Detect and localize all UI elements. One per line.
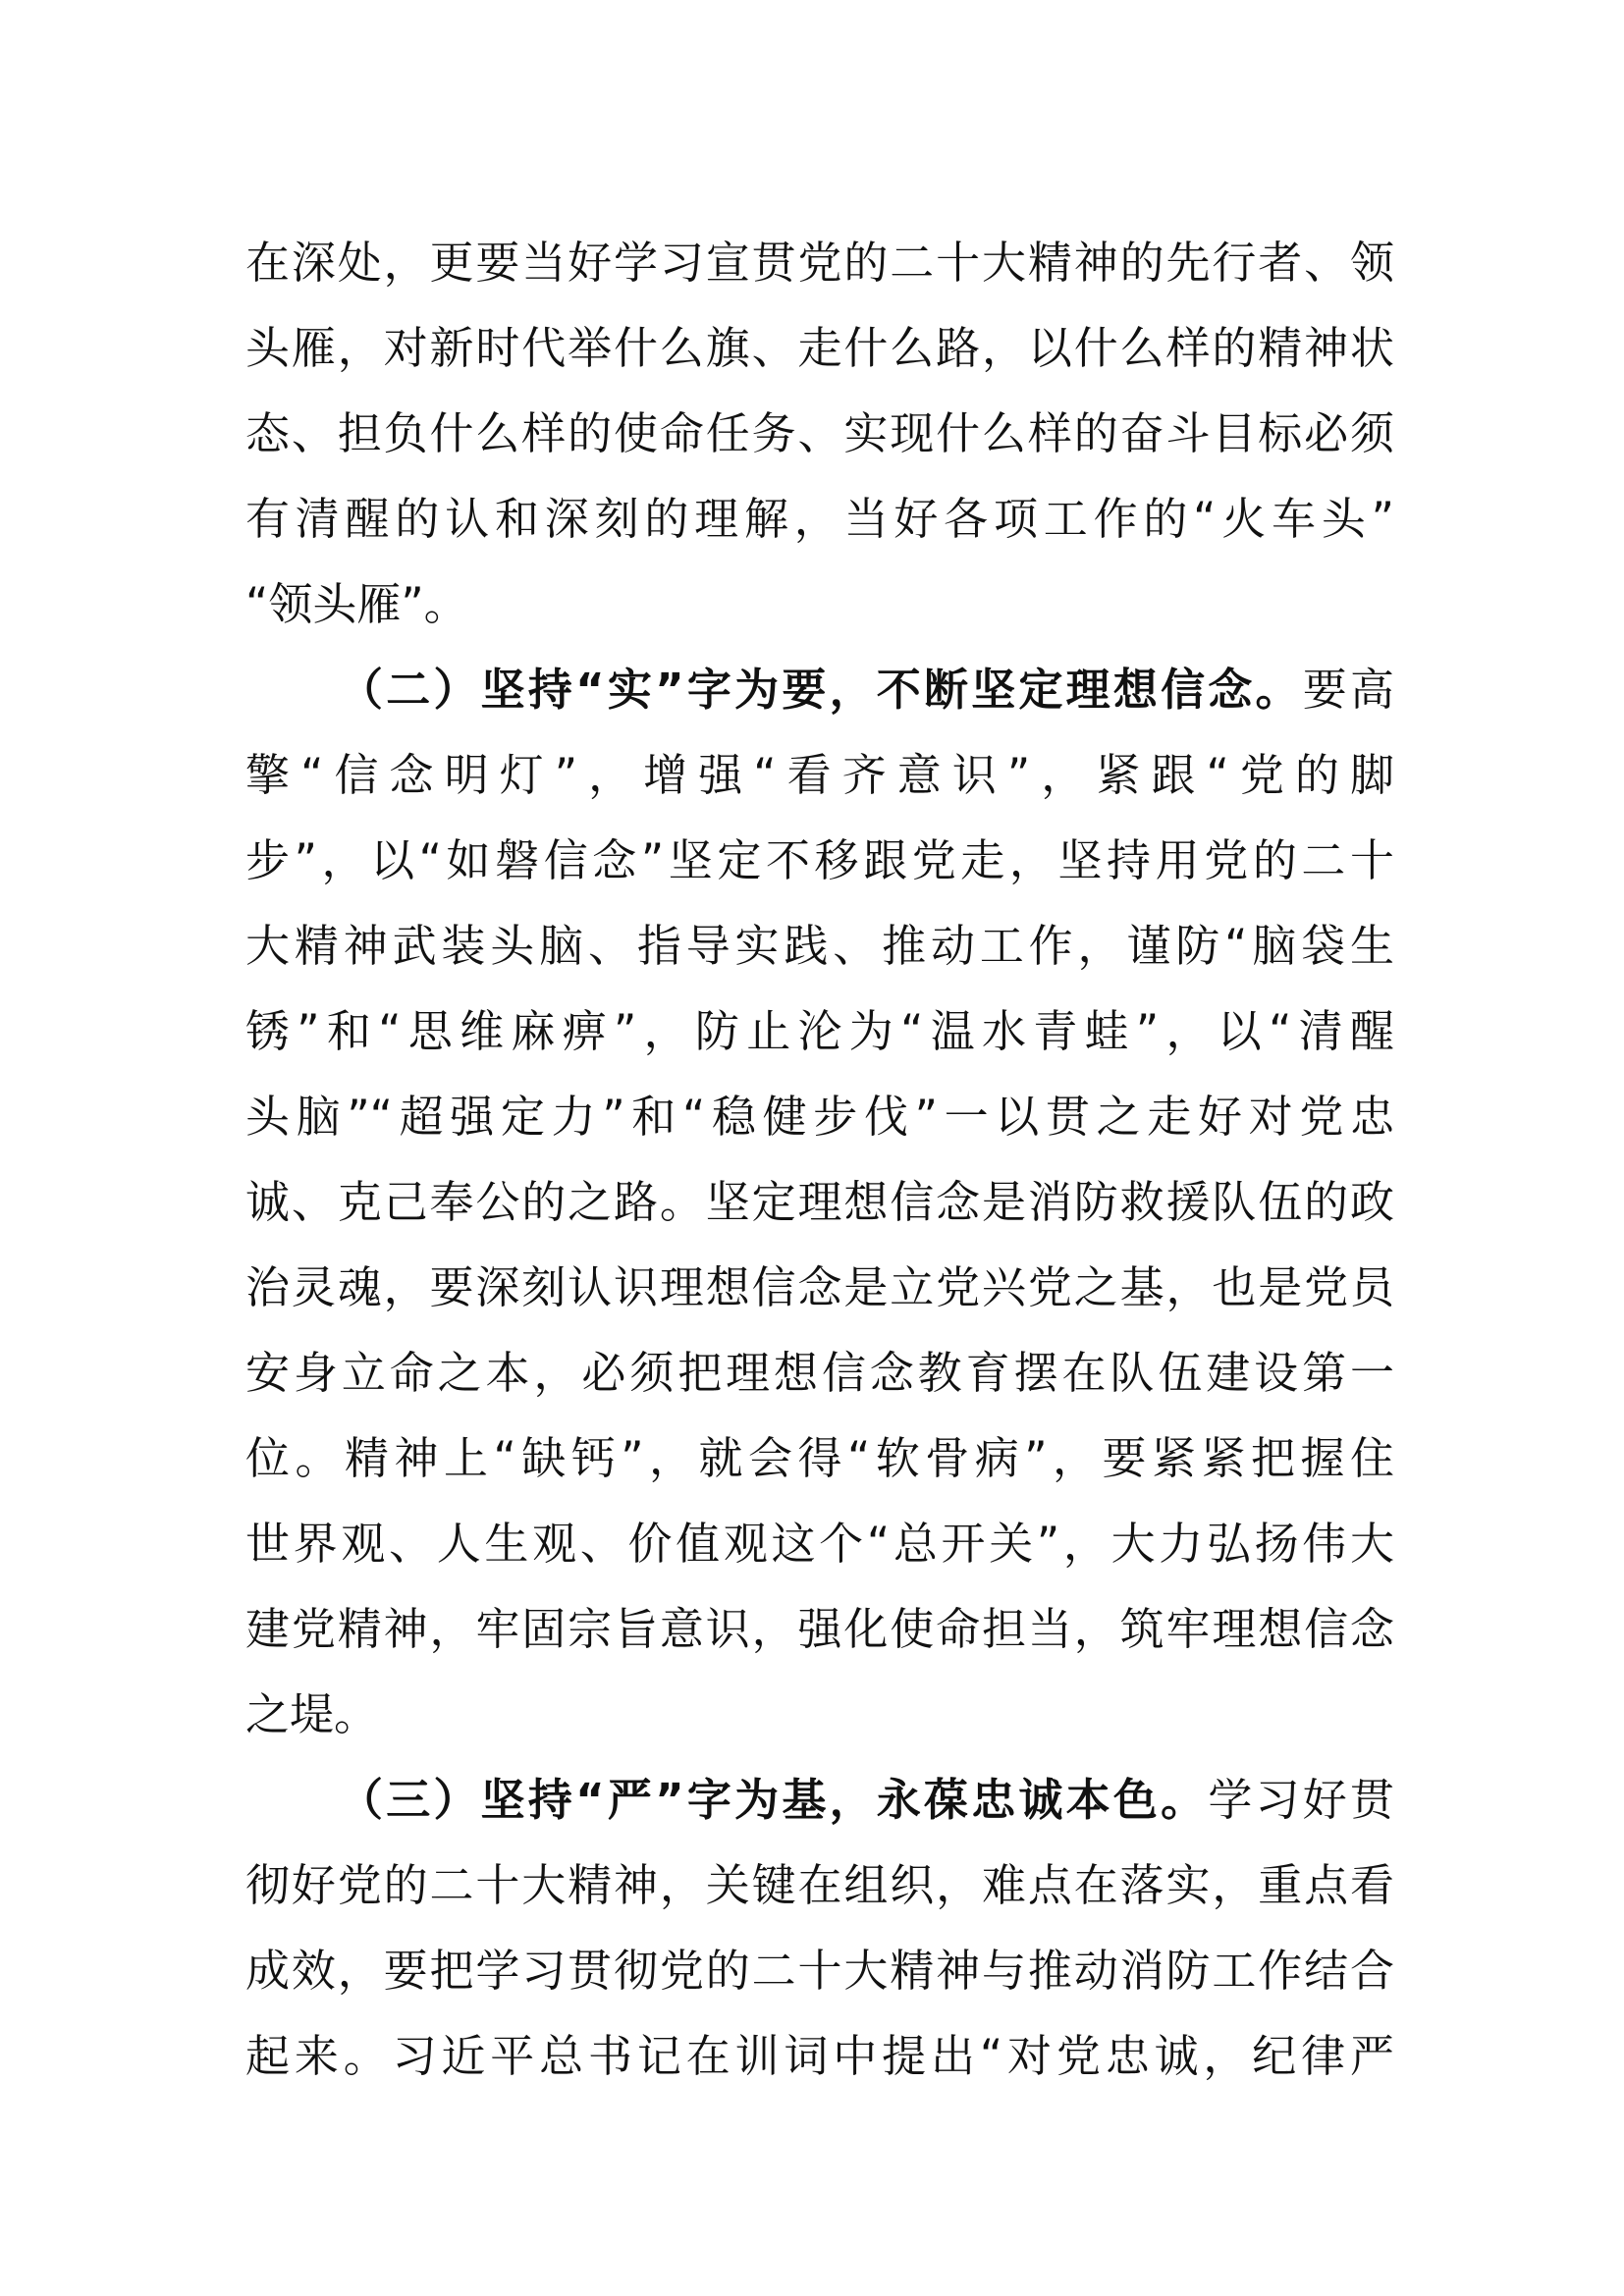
body-line: 大精神武装头脑、指导实践、推动工作，谨防“脑袋生 [245,920,1394,972]
section-3-first-line [339,1771,1394,1830]
body-line: 头雁，对新时代举什么旗、走什么路，以什么样的精神状 [245,322,1394,374]
section-3-heading: （三）坚持“严”字为基，永葆忠诚本色。 [339,1774,1209,1826]
section-2-heading: （二）坚持“实”字为要，不断坚定理想信念。 [339,664,1303,716]
body-line: 之堤。 [245,1688,379,1740]
body-line: 治灵魂，要深刻认识理想信念是立党兴党之基，也是党员 [245,1261,1394,1313]
body-line: 态、担负什么样的使命任务、实现什么样的奋斗目标必须 [245,407,1394,459]
body-line: 位。精神上“缺钙”，就会得“软骨病”，要紧紧把握住 [245,1432,1394,1484]
section-2-first-line [339,661,1394,720]
body-line: 步”，以“如磐信念”坚定不移跟党走，坚持用党的二十 [245,834,1394,886]
body-line: 有清醒的认和深刻的理解，当好各项工作的“火车头” [245,493,1394,545]
body-line: “领头雁”。 [245,578,468,630]
body-line: 世界观、人生观、价值观这个“总开关”，大力弘扬伟大 [245,1518,1394,1570]
body-line: 在深处，更要当好学习宣贯党的二十大精神的先行者、领 [245,237,1394,289]
body-line: 头脑”“超强定力”和“稳健步伐”一以贯之走好对党忠 [245,1091,1394,1143]
body-line: 擎“信念明灯”，增强“看齐意识”，紧跟“党的脚 [245,749,1394,801]
body-line: 安身立命之本，必须把理想信念教育摆在队伍建设第一 [245,1347,1394,1399]
section-3-lead-text: 学习好贯 [1208,1774,1394,1826]
body-line: 成效，要把学习贯彻党的二十大精神与推动消防工作结合 [245,1945,1394,1997]
body-line: 彻好党的二十大精神，关键在组织，难点在落实，重点看 [245,1859,1394,1911]
body-line: 起来。习近平总书记在训词中提出“对党忠诚，纪律严 [245,2030,1394,2082]
body-line: 诚、克己奉公的之路。坚定理想信念是消防救援队伍的政 [245,1176,1394,1228]
section-2-lead-text: 要高 [1302,664,1394,716]
body-line: 建党精神，牢固宗旨意识，强化使命担当，筑牢理想信念 [245,1603,1394,1655]
body-line: 锈”和“思维麻痹”，防止沦为“温水青蛙”，以“清醒 [245,1005,1394,1057]
